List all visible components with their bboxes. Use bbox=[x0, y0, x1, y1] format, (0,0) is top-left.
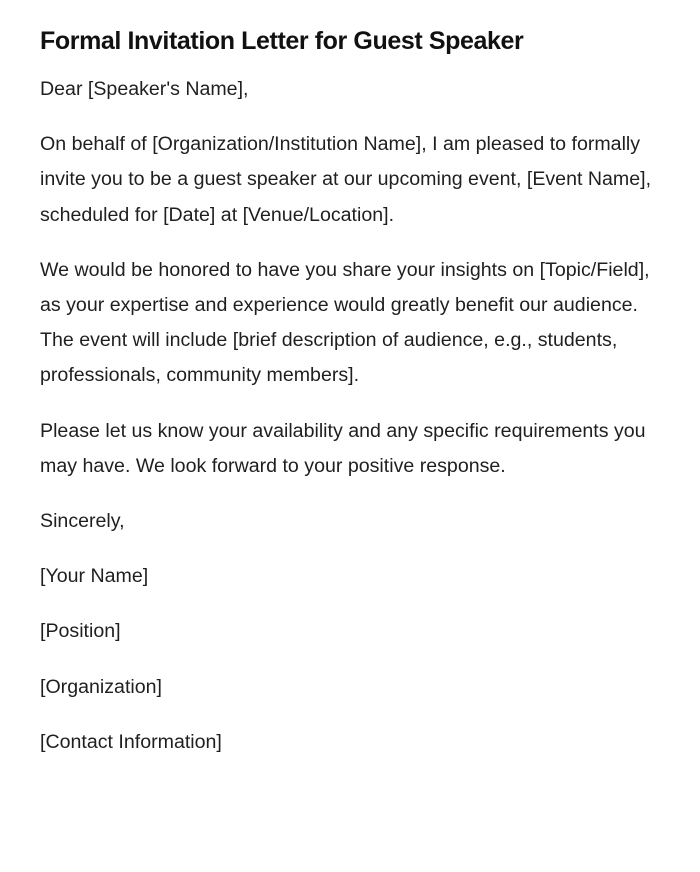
signature-organization: [Organization] bbox=[40, 675, 162, 698]
body-paragraph-availability: Please let us know your availability and any specific requirements you may have. We look forward to your positive response. bbox=[40, 419, 646, 477]
signature-position: [Position] bbox=[40, 620, 121, 643]
closing: Sincerely, bbox=[40, 510, 125, 533]
signature-contact: [Contact Information] bbox=[40, 730, 222, 753]
body-paragraph-topic: We would be honored to have you share your insights on [Topic/Field], as your expertise and experience would greatly benefit our audience. The event will include [brief description of audience, e.g., students, professionals, community members]. bbox=[40, 258, 650, 387]
body-paragraph-invitation: On behalf of [Organization/Institution Name], I am pleased to formally invite you to be a guest speaker at our upcoming event, [Event Name], scheduled for [Date] at [Venue/Location]. bbox=[40, 133, 652, 226]
letter-document bbox=[40, 24, 652, 780]
salutation: Dear [Speaker's Name], bbox=[40, 78, 249, 100]
signature-name: [Your Name] bbox=[40, 565, 149, 588]
document-title: Formal Invitation Letter for Guest Speaker bbox=[40, 27, 524, 55]
